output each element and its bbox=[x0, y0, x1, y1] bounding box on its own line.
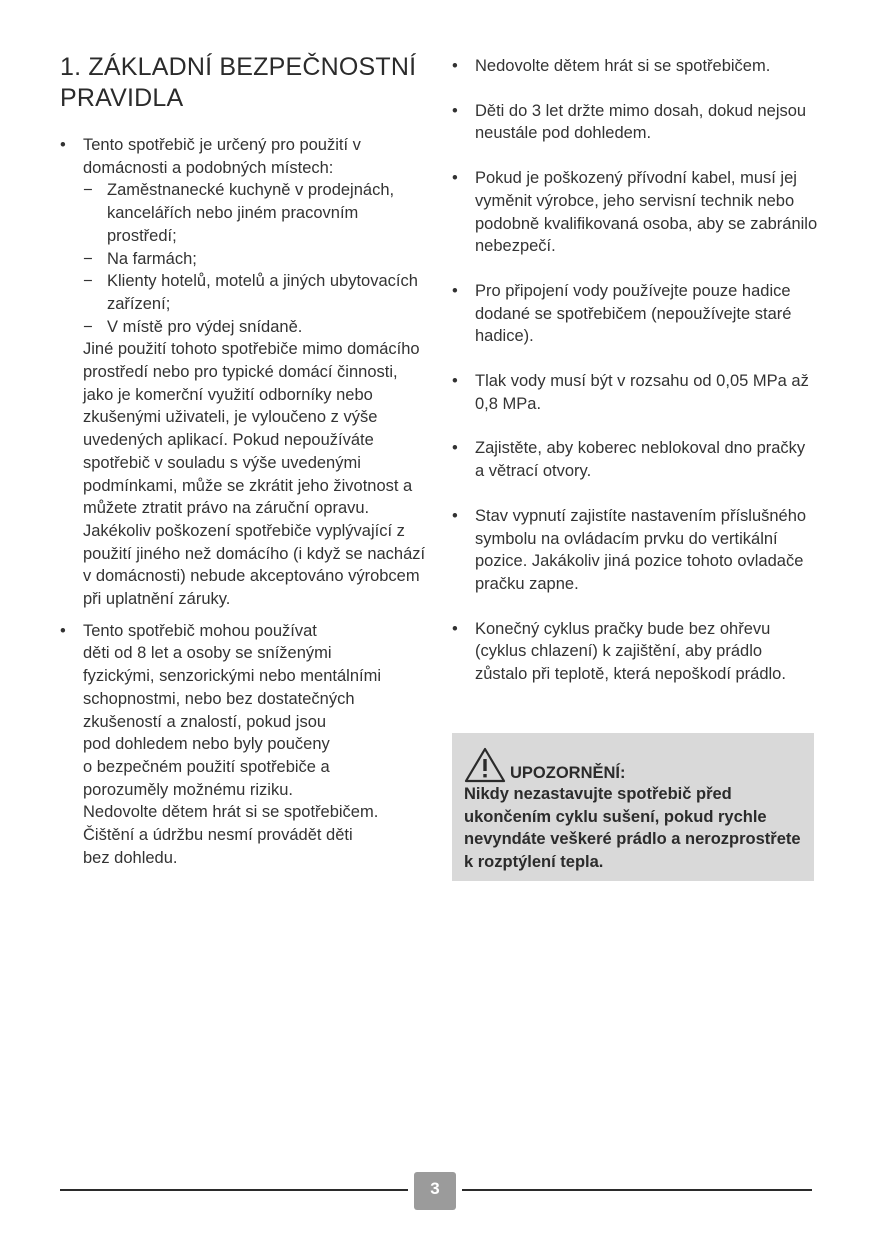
sub-item bbox=[83, 316, 428, 339]
bullet-marker: • bbox=[452, 101, 458, 120]
warning-label: UPOZORNĚNÍ: bbox=[510, 764, 626, 782]
sub-item-text: Klienty hotelů, motelů a jiných ubytovacích zařízení; bbox=[107, 272, 418, 313]
heading-line-2: PRAVIDLA bbox=[60, 84, 184, 112]
line: zkušeností a znalostí, pokud jsou bbox=[83, 712, 327, 731]
line: pod dohledem nebo byly poučeny bbox=[83, 735, 330, 754]
line: Nedovolte dětem hrát si se spotřebičem. bbox=[83, 803, 379, 822]
bullet-marker: • bbox=[452, 619, 458, 638]
dash-marker: − bbox=[83, 249, 93, 268]
bullet-marker: • bbox=[60, 136, 66, 154]
left-column bbox=[60, 134, 428, 879]
list-item-text: Konečný cyklus pračky bude bez ohřevu (cyklus chlazení) k zajištění, aby prádlo zůstalo při teplotě, která nepoškodí prádlo. bbox=[475, 619, 786, 684]
footer-divider-right bbox=[462, 1189, 812, 1191]
dash-marker: − bbox=[83, 181, 93, 200]
list-item-text: Zajistěte, aby koberec neblokoval dno pračky a větrací otvory. bbox=[475, 439, 806, 481]
line: fyzickými, senzorickými nebo mentálními bbox=[83, 667, 381, 686]
list-item bbox=[60, 620, 428, 870]
sub-item bbox=[83, 270, 428, 315]
list-item-text: Nedovolte dětem hrát si se spotřebičem. bbox=[475, 57, 771, 75]
list-item bbox=[452, 280, 818, 348]
list-item bbox=[452, 370, 818, 415]
bullet-marker: • bbox=[452, 281, 458, 300]
list-item-text: Děti do 3 let držte mimo dosah, dokud nejsou neustále pod dohledem. bbox=[475, 101, 807, 143]
warning-text: Nikdy nezastavujte spotřebič před ukončením cyklu sušení, pokud rychle nevyndáte veškeré prádlo a nerozprostřete k rozptýlení tepla. bbox=[464, 785, 801, 872]
heading-line-1: 1. ZÁKLADNÍ BEZPEČNOSTNÍ bbox=[60, 53, 417, 81]
line: Čištění a údržbu nesmí provádět děti bbox=[83, 826, 353, 845]
list-item-text: Pokud je poškozený přívodní kabel, musí jej vyměnit výrobce, jeho servisní technik nebo podobně kvalifikovaná osoba, aby se zabránilo nebezpečí. bbox=[475, 169, 818, 256]
sub-item bbox=[83, 179, 428, 247]
warning-triangle-icon bbox=[464, 747, 506, 783]
list-item bbox=[452, 55, 818, 78]
sub-item-text: Zaměstnanecké kuchyně v prodejnách, kancelářích nebo jiném pracovním prostředí; bbox=[107, 181, 395, 245]
list-item bbox=[452, 437, 818, 482]
line: Tento spotřebič mohou používat bbox=[83, 621, 317, 640]
bullet-marker: • bbox=[452, 169, 458, 188]
dash-marker: − bbox=[83, 317, 93, 336]
footer-divider-left bbox=[60, 1189, 408, 1191]
list-item-text: Tlak vody musí být v rozsahu od 0,05 MPa až 0,8 MPa. bbox=[475, 372, 809, 413]
sub-item-text: V místě pro výdej snídaně. bbox=[107, 317, 303, 336]
bullet-marker: • bbox=[452, 439, 458, 458]
line: o bezpečném použití spotřebiče a bbox=[83, 757, 330, 776]
bullet-marker: • bbox=[452, 372, 458, 391]
sub-item bbox=[83, 248, 428, 271]
list-item bbox=[60, 134, 428, 611]
bullet-marker: • bbox=[452, 57, 458, 75]
line: porozuměly možnému riziku. bbox=[83, 780, 293, 799]
line: schopnostmi, nebo bez dostatečných bbox=[83, 689, 355, 708]
bullet-intro: Tento spotřebič je určený pro použití v domácnosti a podobných místech: bbox=[83, 136, 361, 177]
list-item bbox=[452, 505, 818, 596]
dash-marker: − bbox=[83, 272, 93, 291]
list-item bbox=[452, 167, 818, 258]
bullet-marker: • bbox=[452, 506, 458, 525]
bullet-outro: Jiné použití tohoto spotřebiče mimo domácího prostředí nebo pro typické domácí činnosti, jako je komerční využití odborníky nebo zkušenými uživateli, je vyloučeno z výše uvedených aplikací. Pokud nepoužíváte spotřebič v souladu s výše uvedenými podmínkami, může se zkrátit jeho životnost a můžete ztratit právo na záruční opravu. Jakékoliv poškození spotřebiče vyplývající z použití jiného než domácího (i když se nachází v domácnosti) nebude akceptováno výrobcem při uplatnění záruky. bbox=[83, 340, 426, 609]
line: bez dohledu. bbox=[83, 848, 178, 867]
warning-box bbox=[452, 733, 814, 881]
page-number: 3 bbox=[414, 1172, 456, 1210]
right-column bbox=[452, 55, 818, 708]
list-item bbox=[452, 618, 818, 686]
warning-header bbox=[464, 743, 802, 783]
line: děti od 8 let a osoby se sníženými bbox=[83, 644, 332, 663]
list-item-text: Pro připojení vody používejte pouze hadice dodané se spotřebičem (nepoužívejte staré hadice). bbox=[475, 281, 792, 346]
list-item bbox=[452, 100, 818, 145]
sub-item-text: Na farmách; bbox=[107, 249, 197, 268]
section-heading bbox=[60, 52, 440, 114]
bullet-marker: • bbox=[60, 621, 66, 640]
list-item-text: Stav vypnutí zajistíte nastavením příslušného symbolu na ovládacím prvku do vertikální pozice. Jakákoliv jiná pozice tohoto ovladače pračku zapne. bbox=[475, 506, 807, 593]
